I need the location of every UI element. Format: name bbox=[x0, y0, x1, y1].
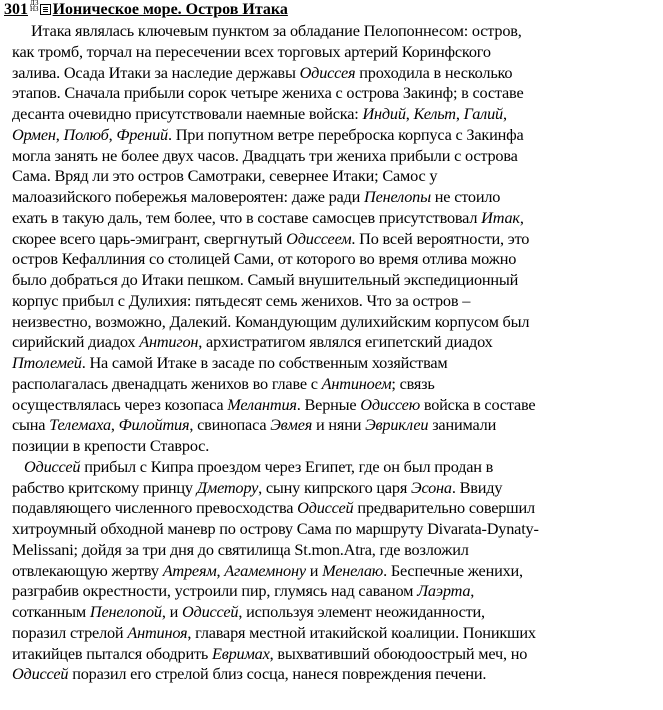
text-run: Melissani; дойдя за три дня до святилища St.mon.Atra, где возложил bbox=[12, 539, 469, 559]
text-run: залива. Осада Итаки за наследие державы bbox=[12, 62, 300, 82]
text-line bbox=[12, 395, 662, 416]
text-line bbox=[12, 561, 662, 582]
text-line bbox=[12, 457, 662, 478]
text-line bbox=[12, 83, 662, 104]
text-run: , bbox=[502, 104, 507, 123]
text-run: войска в составе bbox=[419, 394, 536, 414]
text-line bbox=[12, 125, 662, 146]
text-run: , bbox=[110, 415, 119, 435]
text-run: и няни bbox=[312, 415, 366, 435]
section-title: Ионическое море. Остров Итака bbox=[52, 1, 288, 18]
text-run: , bbox=[405, 104, 414, 123]
italic-name: Евримах bbox=[211, 643, 270, 663]
text-run: десанта очевидно присутствовали наемные войска: bbox=[12, 104, 363, 123]
text-run: занимали bbox=[428, 415, 497, 435]
italic-name: Антигон bbox=[139, 332, 199, 352]
italic-name: Лаэрта bbox=[417, 581, 471, 601]
italic-name: Атреям bbox=[162, 560, 217, 580]
text-line bbox=[12, 208, 662, 229]
italic-name: Менелаю bbox=[322, 560, 384, 580]
text-run: отвлекающую жертву bbox=[12, 560, 163, 580]
text-run: , bbox=[216, 560, 225, 580]
mini-label-bottom: НЗ bbox=[30, 5, 39, 13]
italic-name: Индий bbox=[362, 104, 406, 123]
text-line bbox=[12, 353, 662, 374]
text-line bbox=[12, 478, 662, 499]
italic-name: Филойтия bbox=[118, 415, 190, 435]
italic-name: Одиссей bbox=[12, 664, 69, 684]
text-line bbox=[12, 249, 662, 270]
italic-name: Мелантия bbox=[227, 394, 297, 414]
italic-name: Кельт bbox=[413, 104, 456, 123]
italic-name: Одиссея bbox=[299, 62, 356, 82]
text-run: рабство критскому принцу bbox=[12, 477, 197, 497]
text-run: . Верные bbox=[296, 394, 361, 414]
text-run: сирийский диадох bbox=[12, 332, 140, 352]
text-line bbox=[12, 104, 662, 125]
text-run: корпус прибыл с Дулихия: пятьдесят семь женихов. Что за остров – bbox=[12, 290, 471, 310]
mini-label bbox=[30, 0, 39, 12]
text-run: было добраться до Итаки пешком. Самый внушительный экспедиционный bbox=[12, 270, 519, 289]
text-line bbox=[12, 519, 662, 540]
text-run: , главаря местной итакийской коалиции. Поникших bbox=[187, 622, 536, 642]
text-run: . По всей вероятности, это bbox=[351, 228, 530, 248]
text-run: . На самой Итаке в засаде по собственным хозяйствам bbox=[81, 353, 448, 372]
text-run: проходила в несколько bbox=[355, 62, 513, 82]
text-line bbox=[12, 312, 662, 333]
text-run: поразил его стрелой близ сосца, нанеся повреждения печени. bbox=[68, 664, 487, 684]
text-run: подавляющего численного превосходства bbox=[12, 498, 298, 518]
italic-name: Эвриклеи bbox=[365, 415, 429, 435]
text-line bbox=[12, 21, 662, 42]
text-run: этапов. Сначала прибыли сорок четыре жениха с острова Закинф; в составе bbox=[12, 83, 524, 103]
text-line bbox=[12, 332, 662, 353]
text-run: и bbox=[305, 560, 323, 580]
body-text bbox=[12, 21, 662, 685]
text-line bbox=[12, 540, 662, 561]
text-run: . Беспечные женихи, bbox=[383, 560, 523, 580]
text-run: ; связь bbox=[391, 373, 435, 393]
italic-name: Пенелопы bbox=[364, 187, 431, 206]
text-run: , bbox=[55, 124, 64, 144]
section-header bbox=[4, 0, 288, 20]
text-run: позиции в крепости Ставрос. bbox=[12, 436, 210, 455]
italic-name: Эсона bbox=[411, 477, 452, 497]
text-line bbox=[12, 270, 662, 291]
text-line bbox=[12, 374, 662, 395]
text-run: , bbox=[470, 581, 475, 601]
text-run: Итака являлась ключевым пунктом за обладание Пелопоннесом: остров, bbox=[31, 21, 522, 40]
text-run: осуществлялась через козопаса bbox=[12, 394, 228, 414]
mini-label-top: ДЗ bbox=[30, 0, 39, 7]
text-run: поразил стрелой bbox=[12, 622, 128, 642]
text-line bbox=[12, 146, 662, 167]
document-icon bbox=[40, 4, 51, 15]
text-run: хитроумный обходной маневр по острову Сама по маршруту Divarata-Dynaty- bbox=[12, 519, 539, 538]
italic-name: Антиноя bbox=[127, 622, 188, 642]
text-line bbox=[12, 291, 662, 312]
text-line bbox=[12, 498, 662, 519]
italic-name: Итак bbox=[481, 207, 520, 227]
italic-name: Пенелопой bbox=[89, 602, 162, 621]
text-run: , сыну кипрского царя bbox=[258, 477, 412, 497]
text-line bbox=[12, 602, 662, 623]
text-run: сотканным bbox=[12, 602, 90, 621]
text-run: , и bbox=[161, 602, 182, 621]
text-line bbox=[12, 623, 662, 644]
text-run: разграбив окрестности, устроили пир, глумясь над саваном bbox=[12, 581, 418, 601]
text-line bbox=[12, 187, 662, 208]
text-line bbox=[12, 42, 662, 63]
text-run: , свинопаса bbox=[189, 415, 271, 435]
section-number: 301 bbox=[4, 1, 28, 18]
italic-name: Телемаха bbox=[49, 415, 111, 435]
text-run: итакийцев пытался ободрить bbox=[12, 643, 212, 663]
text-run: . При попутном ветре переброска корпуса с Закинфа bbox=[167, 124, 524, 144]
italic-name: Одиссею bbox=[360, 394, 420, 414]
text-run: прибыл с Кипра проездом через Египет, где он был продан в bbox=[80, 456, 494, 476]
text-run: , используя элемент неожиданности, bbox=[238, 602, 485, 621]
text-run: предварительно совершил bbox=[353, 498, 535, 518]
text-run: , выхвативший обоюдоострый меч, но bbox=[269, 643, 528, 663]
text-run: , bbox=[519, 207, 524, 227]
italic-name: Полюб bbox=[63, 124, 109, 144]
text-run: остров Кефаллиния со столицей Сами, от которого во время отлива можно bbox=[12, 249, 517, 269]
italic-name: Одиссеем bbox=[286, 228, 352, 248]
text-line bbox=[12, 644, 662, 665]
text-run: сына bbox=[12, 415, 50, 435]
text-run: ехать в такую даль, тем более, что в составе самосцев присутствовал bbox=[12, 207, 482, 227]
text-run: малоазийского побережья маловероятен: даже ради bbox=[12, 187, 365, 206]
text-run: скорее всего царь-эмигрант, свергнутый bbox=[12, 228, 287, 248]
text-run: неизвестно, возможно, Далекий. Командующим дулихийским корпусом был bbox=[12, 311, 530, 331]
text-run: могла занять не более двух часов. Двадцать три жениха прибыли с острова bbox=[12, 145, 518, 165]
italic-name: Одиссей bbox=[297, 498, 354, 518]
italic-name: Одиссей bbox=[24, 456, 81, 476]
italic-name: Одиссей bbox=[181, 602, 239, 621]
text-line bbox=[12, 664, 662, 685]
italic-name: Антиноем bbox=[321, 373, 392, 393]
text-run: , bbox=[455, 104, 464, 123]
text-run: не стоило bbox=[430, 187, 501, 206]
italic-name: Агамемнону bbox=[224, 560, 306, 580]
italic-name: Дметору bbox=[196, 477, 259, 497]
italic-name: Птолемей bbox=[12, 353, 82, 372]
text-line bbox=[12, 581, 662, 602]
text-line bbox=[12, 229, 662, 250]
text-run: , архистратигом являлся египетский диадох bbox=[198, 332, 493, 352]
italic-name: Ормен bbox=[12, 124, 56, 144]
text-run: . Ввиду bbox=[451, 477, 503, 497]
text-run: , bbox=[108, 124, 117, 144]
italic-name: Френий bbox=[116, 124, 168, 144]
italic-name: Эвмея bbox=[270, 415, 313, 435]
text-line bbox=[12, 166, 662, 187]
italic-name: Галий bbox=[463, 104, 503, 123]
text-line bbox=[12, 63, 662, 84]
text-line bbox=[12, 436, 662, 457]
text-run: как тромб, торчал на пересечении всех торговых артерий Коринфского bbox=[12, 41, 491, 61]
text-run: располагалась двенадцать женихов во главе с bbox=[12, 373, 322, 393]
text-line bbox=[12, 415, 662, 436]
text-run: Сама. Вряд ли это остров Самотраки, севернее Итаки; Самос у bbox=[12, 166, 438, 186]
